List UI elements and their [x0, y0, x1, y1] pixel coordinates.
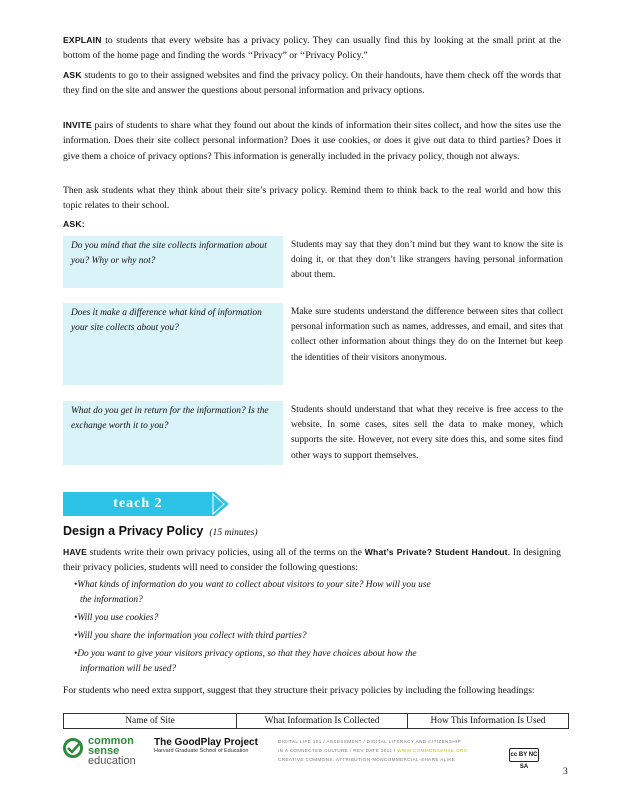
bullet-item: [74, 647, 544, 677]
bullet-line: •Do you want to give your visitors privacy options, so that they have choices about how the: [74, 649, 417, 659]
question-box-2: [63, 303, 283, 385]
footer-note-line: [278, 746, 503, 755]
logo-word: sense: [88, 745, 120, 757]
footer-notes: [278, 737, 503, 764]
page-number: 3: [563, 767, 568, 777]
bullet-line: •Will you share the information you collect with third parties?: [74, 631, 307, 641]
ask-text: students to go to their assigned websites and find the privacy policy. On their handouts, have them check off the words that they find on the site and answer the questions about personal information and privacy options.: [63, 70, 561, 97]
explain-paragraph: [63, 33, 561, 64]
headings-table: [63, 713, 569, 729]
ask-label: ASK:: [63, 219, 85, 229]
handout-name: What’s Private? Student Handout: [364, 547, 508, 557]
explain-text: to students that every website has a privacy policy. They can usually find this by looking at the small print at the bottom of the home page and finding the words ‘‘Privacy” or ‘‘Privacy Policy.”: [63, 35, 561, 62]
have-keyword: HAVE: [63, 547, 88, 557]
question-box-1: [63, 236, 283, 288]
bullet-line: information will be used?: [80, 664, 177, 674]
invite-keyword: INVITE: [63, 120, 92, 130]
bullet-line: •What kinds of information do you want to collect about visitors to your site? How will you use: [74, 580, 431, 590]
teach-banner: [63, 492, 229, 516]
question-text: Do you mind that the site collects information about you? Why or why not?: [71, 241, 267, 266]
logo-text: [88, 736, 136, 766]
then-paragraph: [63, 183, 561, 214]
answer-text-1: Students may say that they don’t mind but they want to know the site is doing it, or that they don’t like strangers having personal information about them.: [291, 240, 563, 281]
bullet-item: [74, 611, 544, 626]
bullet-line: the information?: [80, 595, 143, 605]
goodplay-subtitle: Harvard Graduate School of Education: [154, 748, 249, 754]
footer-note-line: CREATIVE COMMONS: ATTRIBUTION-NONCOMMERCIAL-SHARE ALIKE: [278, 757, 456, 762]
section-heading: [63, 524, 258, 538]
question-text: Does it make a difference what kind of information your site collects about you?: [71, 308, 262, 333]
question-bullets: [74, 578, 544, 680]
table-cell: Name of Site: [64, 714, 237, 729]
support-paragraph: For students who need extra support, suggest that they structure their privacy policies by including the following headings:: [63, 685, 535, 696]
goodplay-title: The GoodPlay Project: [154, 737, 258, 748]
have-paragraph: [63, 545, 561, 576]
question-box-3: [63, 401, 283, 465]
footer-note-text: IN A CONNECTED CULTURE / REV DATE 2011 /: [278, 748, 398, 753]
answer-text-2: Make sure students understand the difference between sites that collect personal information such as names, addresses, and email, and sites that collect other information about things they do on the Internet but keep the identities of their visitors anonymous.: [291, 307, 563, 363]
table-cell: How This Information Is Used: [408, 714, 569, 729]
section-title: Design a Privacy Policy: [63, 524, 204, 538]
website-link[interactable]: WWW.COMMONSENSE.ORG: [397, 748, 468, 753]
creative-commons-badge: cc BY NC SA: [509, 748, 539, 762]
question-text: What do you get in return for the information? Is the exchange worth it to you?: [71, 406, 269, 431]
teach-label: teach 2: [113, 496, 163, 511]
logo-word: education: [88, 755, 136, 767]
table-row: [64, 714, 569, 729]
bullet-item: [74, 578, 544, 608]
goodplay-block: [154, 737, 258, 754]
ask-paragraph: [63, 68, 561, 99]
have-text-b: . In designing their privacy policies, students will need to consider the following questions:: [63, 547, 561, 574]
table-cell: What Information Is Collected: [237, 714, 408, 729]
logo-check-icon: [63, 737, 83, 759]
bullet-item: [74, 629, 544, 644]
invite-paragraph: [63, 118, 561, 164]
then-text: Then ask students what they think about their site’s privacy policy. Remind them to think back to the real world and how this topic relates to their school.: [63, 185, 561, 212]
invite-text: pairs of students to share what they found out about the kinds of information their sites collect, and how the sites use the information. Does their site collect personal information? Does it use cookies, or does it give out data to third parties? Does it give them a choice of privacy options? This information is generally included in the privacy policy, though not always.: [63, 120, 561, 162]
explain-keyword: EXPLAIN: [63, 35, 102, 45]
logo-word: common: [88, 735, 134, 747]
ask-keyword: ASK: [63, 70, 82, 80]
footer-note-line: DIGITAL LIFE 101 / ASSESSMENT / DIGITAL LITERACY AND CITIZENSHIP: [278, 739, 462, 744]
answer-text-3: Students should understand that what they receive is free access to the website. In some cases, sites sell the data to make money, which supports the site. However, not every site does this, and some sites find other ways to support themselves.: [291, 405, 563, 461]
section-duration: (15 minutes): [209, 527, 258, 538]
have-text-a: students write their own privacy policies, using all of the terms on the: [87, 547, 365, 558]
bullet-line: •Will you use cookies?: [74, 613, 159, 623]
